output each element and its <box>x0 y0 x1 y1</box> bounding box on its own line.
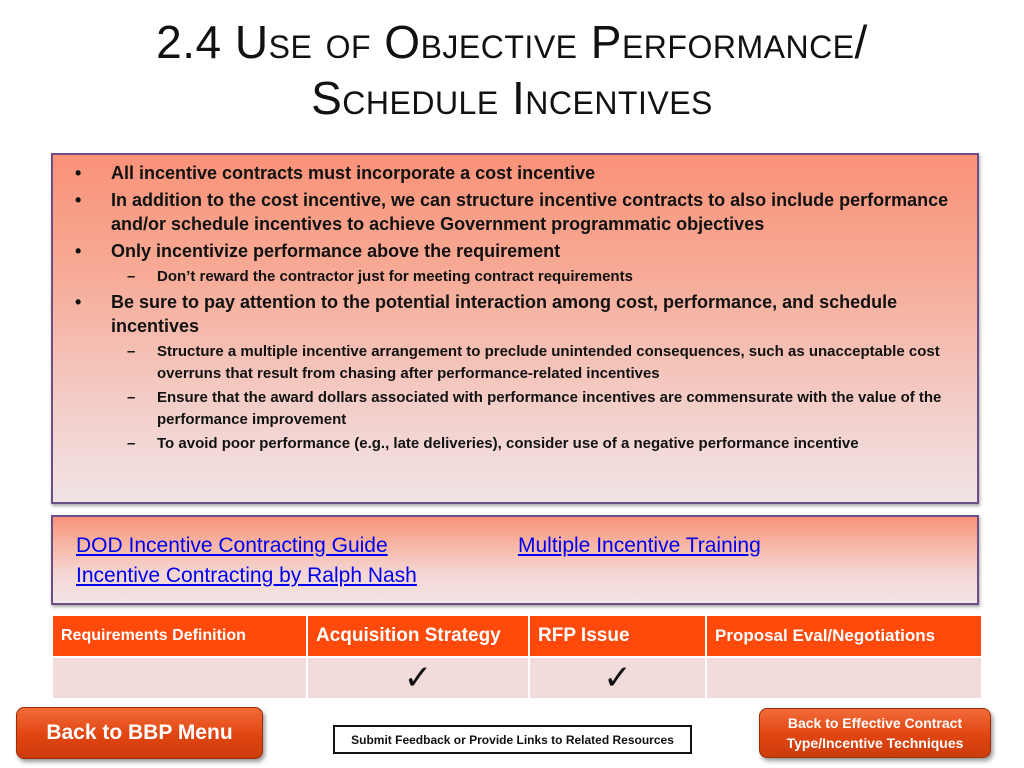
bullet-marker: • <box>75 241 82 261</box>
sub-bullet-text: Don’t reward the contractor just for meeting contract requirements <box>157 268 633 285</box>
submit-feedback-button[interactable]: Submit Feedback or Provide Links to Related Resources <box>333 725 692 754</box>
check-acquisition-strategy: ✓ <box>307 657 529 699</box>
bullet-text: Be sure to pay attention to the potential interaction among cost, performance, and schedule incentives <box>111 292 898 336</box>
resource-links-panel <box>51 515 979 605</box>
back-to-bbp-menu-button[interactable]: Back to BBP Menu <box>16 707 263 759</box>
phase-check-row <box>52 657 982 699</box>
back-to-effective-contract-button[interactable] <box>759 708 991 758</box>
sub-bullet-item <box>65 341 967 385</box>
sub-bullet-marker: – <box>127 268 136 285</box>
phase-rfp-issue: RFP Issue <box>529 615 706 657</box>
bullet-marker: • <box>75 190 82 210</box>
check-rfp-issue: ✓ <box>529 657 706 699</box>
back-effective-label-line-1: Back to Effective Contract <box>787 715 963 731</box>
bullet-panel <box>51 153 979 504</box>
sub-bullet-item <box>65 433 967 455</box>
multiple-incentive-training-link[interactable]: Multiple Incentive Training <box>518 534 761 557</box>
phase-requirements-definition: Requirements Definition <box>52 615 307 657</box>
check-proposal-eval <box>706 657 982 699</box>
phase-proposal-eval: Proposal Eval/Negotiations <box>706 615 982 657</box>
sub-bullet-marker: – <box>127 435 136 452</box>
bullet-item <box>65 188 967 236</box>
slide-title <box>0 14 1024 126</box>
phase-header-row <box>52 615 982 657</box>
bullet-text: Only incentivize performance above the requirement <box>111 241 561 261</box>
back-effective-label-line-2: Type/Incentive Techniques <box>786 735 964 751</box>
bullet-marker: • <box>75 292 82 312</box>
bullet-text: In addition to the cost incentive, we can structure incentive contracts to also include performance and/or schedule incentives to achieve Government programmatic objectives <box>111 190 949 234</box>
sub-bullet-text: To avoid poor performance (e.g., late deliveries), consider use of a negative performance incentive <box>157 435 859 452</box>
ralph-nash-link[interactable]: Incentive Contracting by Ralph Nash <box>76 564 417 587</box>
sub-bullet-marker: – <box>127 389 136 406</box>
bullet-item <box>65 290 967 338</box>
bullet-marker: • <box>75 163 82 183</box>
sub-bullet-text: Ensure that the award dollars associated with performance incentives are commensurate with the value of the performance improvement <box>157 389 942 428</box>
title-line-2: Schedule Incentives <box>311 72 713 124</box>
sub-bullet-item <box>65 387 967 431</box>
phase-acquisition-strategy: Acquisition Strategy <box>307 615 529 657</box>
sub-bullet-marker: – <box>127 343 136 360</box>
sub-bullet-item <box>65 266 967 288</box>
acquisition-phase-table <box>51 614 983 700</box>
bullet-text: All incentive contracts must incorporate a cost incentive <box>111 163 596 183</box>
bullet-item <box>65 161 967 185</box>
sub-bullet-text: Structure a multiple incentive arrangement to preclude unintended consequences, such as unacceptable cost overruns that result from chasing after performance-related incentives <box>157 343 940 382</box>
bullet-item <box>65 239 967 263</box>
dod-incentive-guide-link[interactable]: DOD Incentive Contracting Guide <box>76 534 388 557</box>
check-requirements-definition <box>52 657 307 699</box>
title-line-1: 2.4 Use of Objective Performance/ <box>156 16 868 68</box>
